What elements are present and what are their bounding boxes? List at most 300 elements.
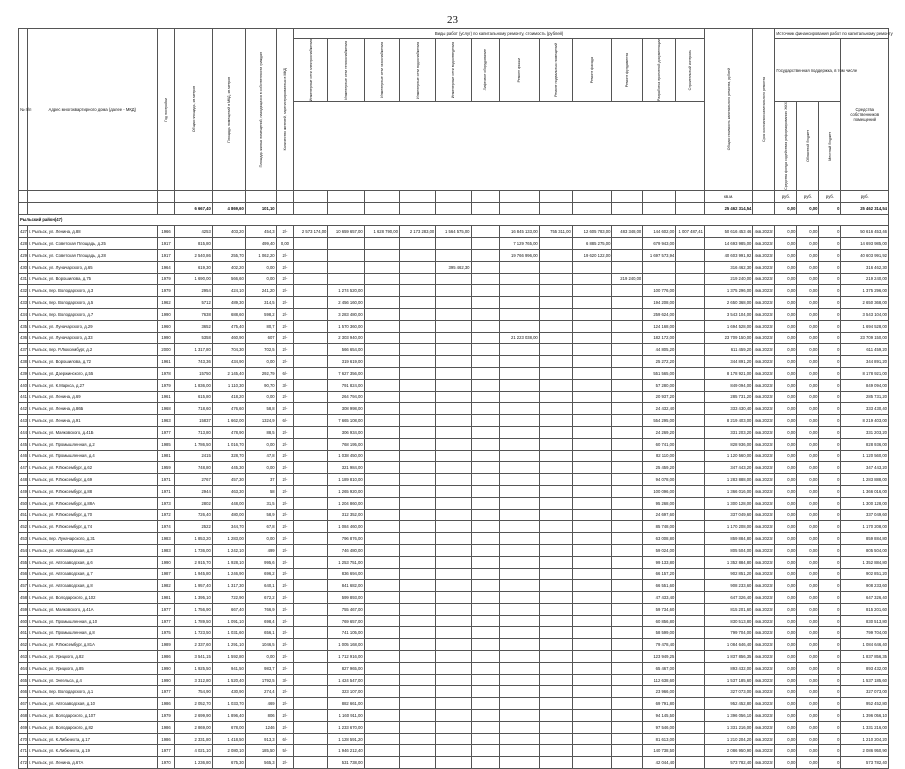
src-fund-cell: 0,00 <box>775 509 797 521</box>
work-cost-cell <box>500 698 540 710</box>
work-cost-cell <box>572 757 612 769</box>
work-cost-cell <box>471 438 500 450</box>
year-cell: 1960 <box>157 320 175 332</box>
work-cost-cell <box>364 462 399 474</box>
work-cost-cell <box>500 285 540 297</box>
work-cost-cell <box>676 615 705 627</box>
term-cell: 4кв.2023г <box>753 273 775 285</box>
people-cell: 2/- <box>276 285 294 297</box>
work-cost-cell <box>294 426 328 438</box>
work-cost-cell <box>471 721 500 733</box>
work-cost-cell <box>612 568 643 580</box>
address-cell: г. Рыльск, ул. Луначарского, д.33 <box>27 332 157 344</box>
work-cost-cell <box>294 297 328 309</box>
total-cost-cell: 611 459,20 <box>704 344 752 356</box>
src-owners-cell: 908 233,60 <box>841 580 889 592</box>
header-work-design: Разработка проектной документации <box>643 39 676 102</box>
work-cost-cell <box>539 450 572 462</box>
total-src-local-cell: 0 <box>819 202 841 214</box>
address-cell: г. Рыльск, ул. Советская Площадь, д.28 <box>27 249 157 261</box>
work-cost-cell <box>436 403 471 415</box>
src-owners-cell: 285 731,20 <box>841 391 889 403</box>
work-cost-cell <box>676 450 705 462</box>
header-works-group: Виды работ (услуг) по капитальному ремонту, стоимость (рублей) <box>294 29 705 39</box>
work-cost-cell <box>612 308 643 320</box>
row-number-cell: 428 <box>19 238 28 250</box>
table-row <box>19 757 889 769</box>
src-region-cell: 0,00 <box>797 238 819 250</box>
work-cost-cell <box>572 592 612 604</box>
work-cost-cell <box>572 379 612 391</box>
work-cost-cell <box>294 721 328 733</box>
table-row <box>19 533 889 545</box>
work-cost-cell <box>364 710 399 722</box>
work-cost-cell <box>500 521 540 533</box>
work-cost-cell <box>539 556 572 568</box>
year-cell: 1917 <box>157 238 175 250</box>
header-work-roof: Ремонт крыши <box>500 39 540 102</box>
work-cost-cell <box>471 261 500 273</box>
work-cost-cell <box>471 627 500 639</box>
work-cost-cell <box>294 733 328 745</box>
owned-area-cell: 0,00 <box>245 391 276 403</box>
total-area-cell: 743,36 <box>175 356 212 368</box>
work-cost-cell <box>364 556 399 568</box>
work-cost-cell <box>294 261 328 273</box>
owned-area-cell: 913,3 <box>245 733 276 745</box>
row-number-cell: 457 <box>19 580 28 592</box>
residential-area-cell: 1 662,00 <box>212 415 245 427</box>
total-area-cell: 3 541,15 <box>175 651 212 663</box>
work-cost-cell: 1 189 810,00 <box>328 474 364 486</box>
work-cost-cell: 95 268,00 <box>643 497 676 509</box>
term-cell: 4кв.2023г <box>753 356 775 368</box>
src-local-cell: 0 <box>819 367 841 379</box>
total-cost-cell: 327 073,00 <box>704 686 752 698</box>
year-cell: 1977 <box>157 686 175 698</box>
work-cost-cell: 79 478,40 <box>643 639 676 651</box>
work-cost-cell <box>612 332 643 344</box>
owned-area-cell: 672,2 <box>245 592 276 604</box>
table-row <box>19 662 889 674</box>
row-number-cell: 466 <box>19 686 28 698</box>
row-number-cell: 431 <box>19 273 28 285</box>
work-cost-cell <box>364 639 399 651</box>
work-cost-cell <box>572 639 612 651</box>
table-row <box>19 592 889 604</box>
src-region-cell: 0,00 <box>797 710 819 722</box>
total-cost-cell: 1 084 646,40 <box>704 639 752 651</box>
row-number-cell: 459 <box>19 603 28 615</box>
table-row <box>19 273 889 285</box>
work-cost-cell <box>364 733 399 745</box>
year-cell: 1972 <box>157 509 175 521</box>
work-cost-cell <box>364 438 399 450</box>
work-cost-cell <box>572 674 612 686</box>
total-cost-cell: 815 201,60 <box>704 603 752 615</box>
header-people: Количество жителей, зарегистрированных в МКД <box>276 29 294 191</box>
src-local-cell: 0 <box>819 238 841 250</box>
table-row <box>19 509 889 521</box>
work-cost-cell <box>643 273 676 285</box>
total-area-cell: 1 789,50 <box>175 615 212 627</box>
owned-area-cell: 1 062,20 <box>245 249 276 261</box>
work-cost-cell <box>612 757 643 769</box>
src-region-cell: 0,00 <box>797 285 819 297</box>
work-cost-cell <box>294 273 328 285</box>
src-owners-cell: 1 300 128,00 <box>841 497 889 509</box>
work-cost-cell <box>364 261 399 273</box>
work-cost-cell: 551 565,00 <box>643 367 676 379</box>
work-cost-cell <box>294 367 328 379</box>
src-local-cell: 0 <box>819 627 841 639</box>
total-cost-cell: 805 504,00 <box>704 544 752 556</box>
work-cost-cell <box>676 438 705 450</box>
src-fund-cell: 0,00 <box>775 379 797 391</box>
work-cost-cell <box>500 485 540 497</box>
work-cost-cell <box>612 285 643 297</box>
work-cost-cell <box>436 509 471 521</box>
total-area-cell: 1 395,10 <box>175 592 212 604</box>
work-cost-cell <box>364 344 399 356</box>
work-cost-cell <box>294 556 328 568</box>
row-number-cell: 437 <box>19 344 28 356</box>
src-owners-cell: 1 352 884,80 <box>841 556 889 568</box>
work-cost-cell <box>612 426 643 438</box>
address-cell: г. Рыльск, ул. Дзержинского, д.55 <box>27 367 157 379</box>
work-cost-cell <box>676 745 705 757</box>
work-cost-cell <box>539 568 572 580</box>
term-cell: 4кв.2023г <box>753 521 775 533</box>
work-cost-cell <box>676 698 705 710</box>
total-area-cell: 726,40 <box>175 509 212 521</box>
src-fund-cell: 0,00 <box>775 544 797 556</box>
work-cost-cell <box>676 332 705 344</box>
work-cost-cell <box>539 710 572 722</box>
term-cell: 4кв.2023г <box>753 710 775 722</box>
total-cost-cell: 2 650 368,00 <box>704 297 752 309</box>
work-cost-cell <box>676 568 705 580</box>
work-cost-cell <box>612 603 643 615</box>
work-cost-cell <box>364 757 399 769</box>
work-cost-cell: 554 295,00 <box>643 415 676 427</box>
owned-area-cell: 292,79 <box>245 367 276 379</box>
work-cost-cell <box>539 474 572 486</box>
src-owners-cell: 3 543 104,00 <box>841 308 889 320</box>
owned-area-cell: 598,2 <box>245 308 276 320</box>
total-area-cell: 5358 <box>175 332 212 344</box>
work-cost-cell <box>539 698 572 710</box>
total-area-cell: 3652 <box>175 320 212 332</box>
residential-area-cell: 675,30 <box>212 757 245 769</box>
row-number-cell: 444 <box>19 426 28 438</box>
work-cost-cell <box>364 415 399 427</box>
term-cell: 4кв.2023г <box>753 308 775 320</box>
people-cell: 2/- <box>276 686 294 698</box>
residential-area-cell: 476,60 <box>212 403 245 415</box>
work-cost-cell <box>539 356 572 368</box>
work-cost-cell <box>500 592 540 604</box>
total-cost-cell: 1 331 216,00 <box>704 721 752 733</box>
table-row <box>19 367 889 379</box>
people-cell: 2/- <box>276 639 294 651</box>
work-cost-cell <box>436 733 471 745</box>
work-cost-cell <box>471 603 500 615</box>
work-cost-cell <box>399 261 435 273</box>
work-cost-cell: 100 776,00 <box>643 285 676 297</box>
year-cell: 1990 <box>157 674 175 686</box>
year-cell: 1981 <box>157 450 175 462</box>
src-fund-cell: 0,00 <box>775 698 797 710</box>
work-cost-cell <box>471 238 500 250</box>
src-region-cell: 0,00 <box>797 391 819 403</box>
total-area-cell: 718,60 <box>175 403 212 415</box>
work-cost-cell <box>500 474 540 486</box>
row-number-cell: 429 <box>19 249 28 261</box>
work-cost-cell <box>471 297 500 309</box>
total-area-cell: 7638 <box>175 308 212 320</box>
header-no: № п/п <box>19 29 28 191</box>
work-cost-cell <box>399 344 435 356</box>
work-cost-cell: 1 697 573,94 <box>643 249 676 261</box>
work-cost-cell <box>399 733 435 745</box>
work-cost-cell <box>436 450 471 462</box>
work-cost-cell: 882 661,00 <box>328 698 364 710</box>
work-cost-cell <box>294 332 328 344</box>
work-cost-cell: 319 619,00 <box>328 356 364 368</box>
work-cost-cell <box>294 403 328 415</box>
work-cost-cell <box>572 568 612 580</box>
work-cost-cell <box>572 285 612 297</box>
work-cost-cell <box>294 249 328 261</box>
src-owners-cell: 859 884,80 <box>841 533 889 545</box>
table-row <box>19 379 889 391</box>
work-cost-cell <box>572 686 612 698</box>
work-cost-cell <box>500 297 540 309</box>
work-cost-cell <box>676 674 705 686</box>
work-cost-cell <box>471 356 500 368</box>
src-region-cell: 0,00 <box>797 556 819 568</box>
term-cell: 4кв.2023г <box>753 721 775 733</box>
src-region-cell: 0,00 <box>797 733 819 745</box>
work-cost-cell <box>471 639 500 651</box>
src-local-cell: 0 <box>819 297 841 309</box>
work-cost-cell <box>572 521 612 533</box>
address-cell: г. Рыльск, ул. Промышленная, д.10 <box>27 615 157 627</box>
people-cell: 2/- <box>276 249 294 261</box>
work-cost-cell <box>572 462 612 474</box>
work-cost-cell: 82 110,00 <box>643 450 676 462</box>
work-cost-cell: 60 856,80 <box>643 615 676 627</box>
year-cell: 1986 <box>157 698 175 710</box>
owned-area-cell: 241,20 <box>245 285 276 297</box>
work-cost-cell <box>471 651 500 663</box>
work-cost-cell <box>539 651 572 663</box>
work-cost-cell <box>399 438 435 450</box>
row-number-cell: 445 <box>19 438 28 450</box>
work-cost-cell <box>500 438 540 450</box>
total-cost-cell: 849 094,00 <box>704 379 752 391</box>
work-cost-cell: 124 168,00 <box>643 320 676 332</box>
work-cost-cell <box>399 639 435 651</box>
work-cost-cell <box>436 285 471 297</box>
src-region-cell: 0,00 <box>797 533 819 545</box>
owned-area-cell: 314,5 <box>245 297 276 309</box>
work-cost-cell: 483 348,00 <box>612 226 643 238</box>
work-cost-cell <box>539 426 572 438</box>
work-cost-cell <box>500 757 540 769</box>
work-cost-cell <box>471 757 500 769</box>
src-fund-cell: 0,00 <box>775 273 797 285</box>
src-local-cell: 0 <box>819 603 841 615</box>
address-cell: г. Рыльск, ул. Промышленная, д.2 <box>27 438 157 450</box>
work-cost-cell <box>436 426 471 438</box>
table-row <box>19 285 889 297</box>
work-cost-cell <box>539 745 572 757</box>
owned-area-cell: 58 <box>245 485 276 497</box>
row-number-cell: 427 <box>19 226 28 238</box>
address-cell: г. Рыльск, ул. Володарского, д.82 <box>27 721 157 733</box>
term-cell: 4кв.2023г <box>753 344 775 356</box>
work-cost-cell <box>399 603 435 615</box>
src-local-cell: 0 <box>819 651 841 663</box>
src-fund-cell: 0,00 <box>775 320 797 332</box>
total-area-cell: 1 853,20 <box>175 533 212 545</box>
work-cost-cell: 1 084 460,00 <box>328 521 364 533</box>
row-number-cell: 462 <box>19 639 28 651</box>
people-cell: 2/- <box>276 261 294 273</box>
work-cost-cell <box>539 544 572 556</box>
owned-area-cell: 1792,5 <box>245 674 276 686</box>
work-cost-cell <box>399 403 435 415</box>
work-cost-cell <box>500 568 540 580</box>
work-cost-cell <box>539 261 572 273</box>
work-cost-cell <box>500 403 540 415</box>
row-number-cell: 463 <box>19 651 28 663</box>
work-cost-cell <box>364 592 399 604</box>
src-fund-cell: 0,00 <box>775 249 797 261</box>
total-cost-cell: 859 884,80 <box>704 533 752 545</box>
term-cell: 4кв.2023г <box>753 568 775 580</box>
work-cost-cell <box>471 285 500 297</box>
work-cost-cell <box>676 497 705 509</box>
total-cost-cell: 1 300 128,00 <box>704 497 752 509</box>
work-cost-cell <box>539 344 572 356</box>
src-region-cell: 0,00 <box>797 450 819 462</box>
work-cost-cell <box>399 285 435 297</box>
work-cost-cell <box>572 273 612 285</box>
total-cost-cell: 40 603 991,92 <box>704 249 752 261</box>
work-cost-cell: 94 078,00 <box>643 474 676 486</box>
work-cost-cell: 21 223 038,00 <box>500 332 540 344</box>
residential-area-cell: 566,60 <box>212 273 245 285</box>
total-cost-cell: 1 352 884,80 <box>704 556 752 568</box>
table-row <box>19 485 889 497</box>
work-cost-cell <box>294 285 328 297</box>
src-fund-cell: 0,00 <box>775 426 797 438</box>
table-row <box>19 710 889 722</box>
address-cell: г. Рыльск, ул. Автозаводская, д.8 <box>27 580 157 592</box>
term-cell: 4кв.2023г <box>753 745 775 757</box>
header-work-gas: Инженерные сети газоснабжения <box>364 39 399 102</box>
work-cost-cell <box>676 757 705 769</box>
src-local-cell: 0 <box>819 544 841 556</box>
work-cost-cell <box>572 344 612 356</box>
year-cell: 1968 <box>157 403 175 415</box>
src-local-cell: 0 <box>819 285 841 297</box>
term-cell: 4кв.2023г <box>753 261 775 273</box>
address-cell: г. Рыльск, ул. Р.Люксембург, д.62 <box>27 462 157 474</box>
total-area-cell: 1 836,00 <box>175 379 212 391</box>
work-cost-cell <box>436 273 471 285</box>
total-cost-cell: 23 709 150,00 <box>704 332 752 344</box>
residential-area-cell: 1 418,50 <box>212 733 245 745</box>
work-cost-cell <box>471 686 500 698</box>
src-region-cell: 0,00 <box>797 580 819 592</box>
work-cost-cell <box>436 497 471 509</box>
owned-area-cell: 0,00 <box>245 651 276 663</box>
people-cell: 2/- <box>276 403 294 415</box>
total-cost-cell: 830 513,80 <box>704 615 752 627</box>
term-cell: 4кв.2023г <box>753 379 775 391</box>
work-cost-cell <box>436 568 471 580</box>
term-cell: 4кв.2023г <box>753 332 775 344</box>
owned-area-cell: 454,3 <box>245 226 276 238</box>
work-cost-cell <box>364 485 399 497</box>
work-cost-cell <box>399 698 435 710</box>
work-cost-cell <box>399 580 435 592</box>
owned-area-cell: 983,7 <box>245 662 276 674</box>
address-cell: г. Рыльск, ул. Ленина, д.91 <box>27 415 157 427</box>
src-region-cell: 0,00 <box>797 686 819 698</box>
work-cost-cell: 259 624,00 <box>643 308 676 320</box>
people-cell: 2/- <box>276 356 294 368</box>
total-cost-cell: 331 203,20 <box>704 426 752 438</box>
work-cost-cell <box>294 686 328 698</box>
work-cost-cell <box>436 332 471 344</box>
term-cell: 4кв.2023г <box>753 249 775 261</box>
work-cost-cell <box>612 521 643 533</box>
total-cost-cell: 1 396 056,10 <box>704 710 752 722</box>
src-owners-cell: 316 462,30 <box>841 261 889 273</box>
residential-area-cell: 445,30 <box>212 462 245 474</box>
work-cost-cell: 827 965,00 <box>328 662 364 674</box>
work-cost-cell <box>328 273 364 285</box>
work-cost-cell <box>643 261 676 273</box>
work-cost-cell <box>539 509 572 521</box>
row-number-cell: 432 <box>19 285 28 297</box>
owned-area-cell: 58,9 <box>245 509 276 521</box>
year-cell: 1983 <box>157 544 175 556</box>
src-owners-cell: 902 851,20 <box>841 568 889 580</box>
header-work-lift: Лифтовое оборудование <box>471 39 500 102</box>
src-local-cell: 0 <box>819 450 841 462</box>
work-cost-cell <box>539 639 572 651</box>
residential-area-cell: 1 896,40 <box>212 710 245 722</box>
total-area-cell: 1 317,80 <box>175 344 212 356</box>
work-cost-cell <box>612 438 643 450</box>
term-cell: 4кв.2023г <box>753 674 775 686</box>
owned-area-cell: 1046,5 <box>245 639 276 651</box>
total-area-cell: 1 945,80 <box>175 568 212 580</box>
year-cell: 1990 <box>157 556 175 568</box>
work-cost-cell <box>500 533 540 545</box>
work-cost-cell <box>676 627 705 639</box>
owned-area-cell: 274,4 <box>245 686 276 698</box>
work-cost-cell <box>676 662 705 674</box>
work-cost-cell <box>471 379 500 391</box>
work-cost-cell <box>471 273 500 285</box>
